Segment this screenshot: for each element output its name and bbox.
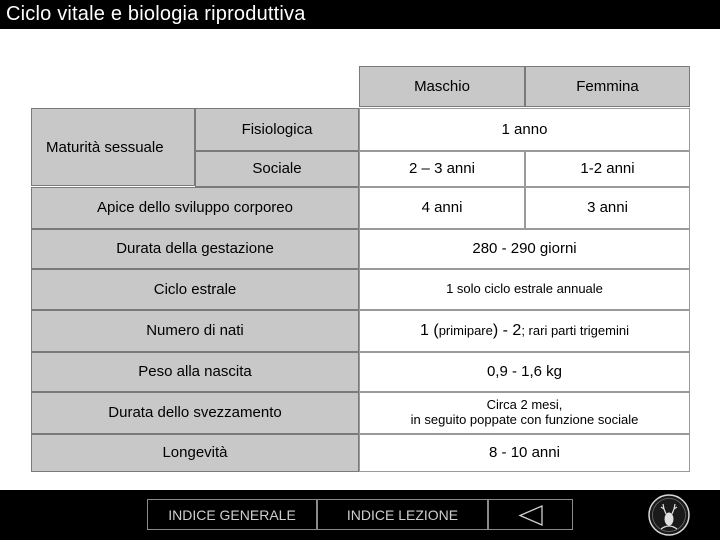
weaning-value xyxy=(359,392,690,434)
number-born-primipare: primipare xyxy=(438,322,493,338)
number-born-value xyxy=(359,310,690,352)
row-label-peak-development: Apice dello sviluppo corporeo xyxy=(31,187,359,229)
row-label-weaning: Durata dello svezzamento xyxy=(31,392,359,434)
lesson-index-button[interactable]: INDICE LEZIONE xyxy=(317,499,488,530)
row-label-estrous-cycle: Ciclo estrale xyxy=(31,269,359,310)
back-button[interactable] xyxy=(488,499,573,530)
page-title: Ciclo vitale e biologia riproduttiva xyxy=(6,3,306,25)
social-female-value: 1-2 anni xyxy=(525,151,690,187)
header-male: Maschio xyxy=(359,66,525,107)
sublabel-social: Sociale xyxy=(195,151,359,187)
peak-male-value: 4 anni xyxy=(359,187,525,229)
row-label-longevity: Longevità xyxy=(31,434,359,472)
weaning-line-1: Circa 2 mesi, xyxy=(486,397,563,413)
title-bar xyxy=(0,0,720,29)
number-born-part3: ) - 2 xyxy=(492,321,522,339)
row-label-number-born: Numero di nati xyxy=(31,310,359,352)
weaning-line-2: in seguito poppate con funzione sociale xyxy=(410,412,639,427)
row-label-sexual-maturity xyxy=(31,108,195,186)
peak-female-value: 3 anni xyxy=(525,187,690,229)
gestation-value: 280 - 290 giorni xyxy=(359,229,690,269)
physiological-value: 1 anno xyxy=(359,108,690,151)
row-label-gestation: Durata della gestazione xyxy=(31,229,359,269)
number-born-part4: ; rari parti trigemini xyxy=(521,322,629,338)
header-female: Femmina xyxy=(525,66,690,107)
number-born-part1: 1 ( xyxy=(420,321,439,339)
sexual-maturity-label: Maturità sessuale xyxy=(46,139,164,156)
longevity-value: 8 - 10 anni xyxy=(359,434,690,472)
social-male-value: 2 – 3 anni xyxy=(359,151,525,187)
row-label-birth-weight: Peso alla nascita xyxy=(31,352,359,392)
birth-weight-value: 0,9 - 1,6 kg xyxy=(359,352,690,392)
left-triangle-icon xyxy=(489,500,574,531)
general-index-button[interactable]: INDICE GENERALE xyxy=(147,499,317,530)
estrous-cycle-value: 1 solo ciclo estrale annuale xyxy=(359,269,690,310)
sublabel-physiological: Fisiologica xyxy=(195,108,359,151)
deer-emblem-icon xyxy=(647,493,691,537)
